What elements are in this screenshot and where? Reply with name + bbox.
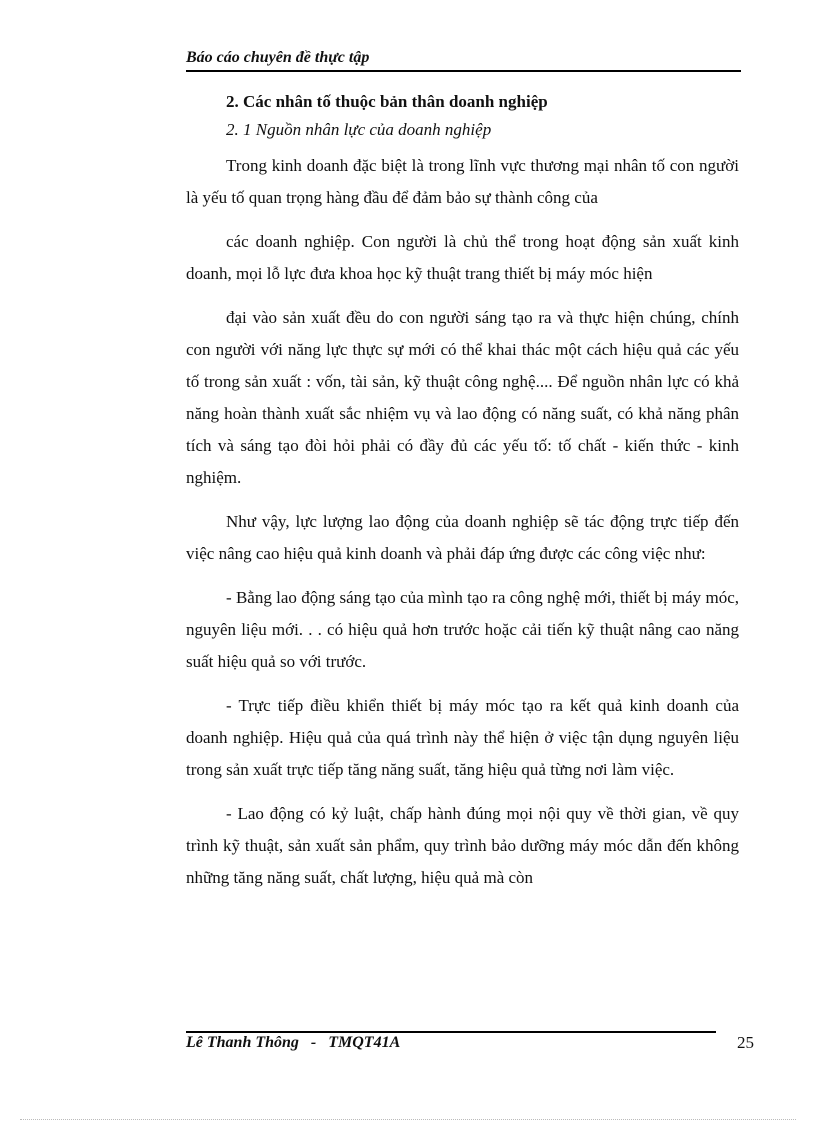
paragraph: Trong kinh doanh đặc biệt là trong lĩnh vực thương mại nhân tố con người là yếu tố quan trọng hàng đầu để đảm bảo sự thành công của	[186, 156, 739, 207]
paragraph: Như vậy, lực lượng lao động của doanh nghiệp sẽ tác động trực tiếp đến việc nâng cao hiệu quả kinh doanh và phải đáp ứng được các công việc như:	[186, 512, 739, 563]
page-header	[186, 44, 741, 72]
section-heading: 2. Các nhân tố thuộc bản thân doanh nghiệp	[226, 92, 548, 111]
header-title: Báo cáo chuyên đề thực tập	[186, 49, 370, 66]
footer-author: Lê Thanh Thông - TMQT41A	[186, 1034, 401, 1051]
page-bottom-edge	[20, 1119, 796, 1120]
list-item: - Lao động có kỷ luật, chấp hành đúng mọi nội quy về thời gian, về quy trình kỹ thuật, sản xuất sản phẩm, quy trình bảo dưỡng máy móc dẫn đến không những tăng năng suất, chất lượng, hiệu quả mà còn	[186, 804, 739, 887]
page-number: 25	[737, 1033, 754, 1052]
list-item: - Trực tiếp điều khiển thiết bị máy móc tạo ra kết quả kinh doanh của doanh nghiệp. Hiệu quả của quá trình này thể hiện ở việc tận dụng nguyên liệu trong sản xuất trực tiếp tăng năng suất, tăng hiệu quả từng nơi làm việc.	[186, 696, 739, 779]
list-item: - Bằng lao động sáng tạo của mình tạo ra công nghệ mới, thiết bị máy móc, nguyên liệu mới. . . có hiệu quả hơn trước hoặc cải tiến kỹ thuật nâng cao năng suất hiệu quả so với trước.	[186, 588, 739, 671]
paragraph: đại vào sản xuất đều do con người sáng tạo ra và thực hiện chúng, chính con người với năng lực thực sự mới có thể khai thác một cách hiệu quả các yếu tố trong sản xuất : vốn, tài sản, kỹ thuật công nghệ.... Để nguồn nhân lực có khả năng hoàn thành xuất sắc nhiệm vụ và lao động có năng suất, có khả năng phân tích và sáng tạo đòi hỏi phải có đầy đủ các yếu tố: tố chất - kiến thức - kinh nghiệm.	[186, 308, 739, 487]
section-subheading: 2. 1 Nguồn nhân lực của doanh nghiệp	[226, 120, 492, 139]
paragraph: các doanh nghiệp. Con người là chủ thể trong hoạt động sản xuất kinh doanh, mọi lỗ lực đưa khoa học kỹ thuật trang thiết bị máy móc hiện	[186, 232, 739, 283]
footer-divider	[186, 1031, 716, 1033]
page-body	[186, 88, 739, 894]
